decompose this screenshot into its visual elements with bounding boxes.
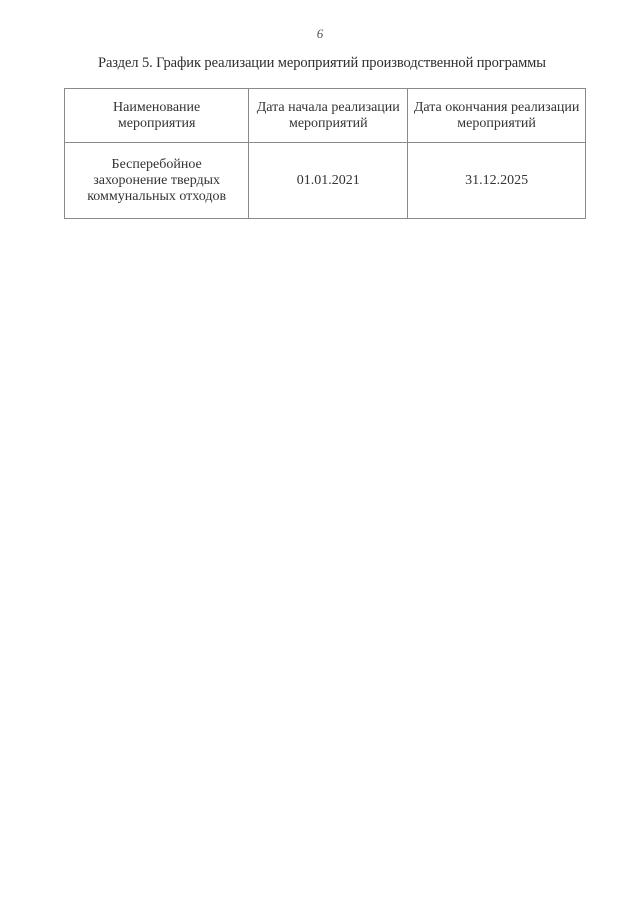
cell-activity-name [65,143,249,219]
header-cell-start-date [249,89,408,143]
schedule-table [64,88,586,219]
cell-start-date [249,143,408,219]
start-date-text: 01.01.2021 [296,172,360,188]
table-row [65,143,586,219]
section-title: Раздел 5. График реализации мероприятий производственной программы [98,55,546,71]
page-number: 6 [316,26,324,41]
header-row [65,89,586,143]
cell-end-date [408,143,586,219]
header-start-date-label: Дата начала реализации мероприятий [256,99,400,131]
header-cell-end-date [408,89,586,143]
table-body [65,143,586,219]
header-name-label: Наименование мероприятия [113,99,201,131]
end-date-text: 31.12.2025 [465,172,529,188]
table-header [65,89,586,143]
activity-name-text: Бесперебойное захоронение твердых коммунальных отходов [87,156,227,204]
header-end-date-label: Дата окончания реализации мероприятий [413,99,580,131]
header-cell-name [65,89,249,143]
